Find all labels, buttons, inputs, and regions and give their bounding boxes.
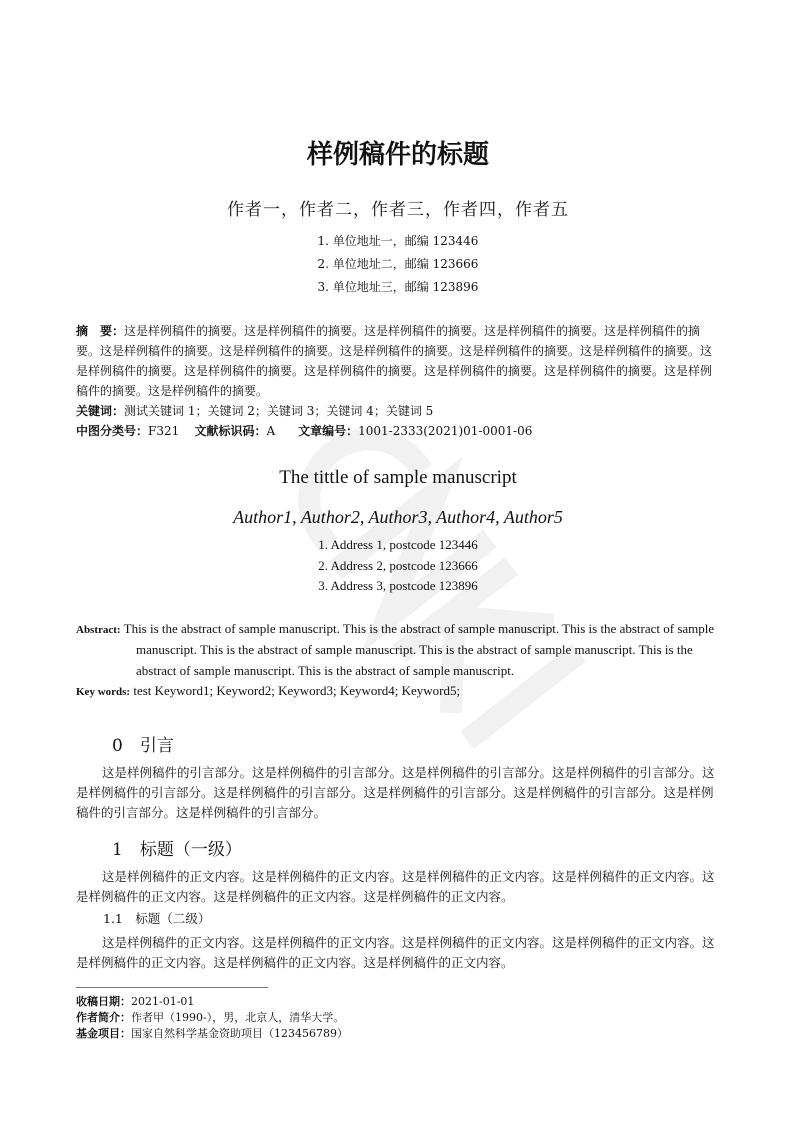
footnote-funding <box>76 1026 720 1042</box>
footnote-rule <box>76 987 268 988</box>
classification-line <box>76 421 720 441</box>
section-paragraph: 这是样例稿件的正文内容。这是样例稿件的正文内容。这是样例稿件的正文内容。这是样例稿件的正文内容。这是样例稿件的正文内容。这是样例稿件的正文内容。这是样例稿件的正文内容。 <box>76 934 715 970</box>
keywords-en-text: test Keyword1; Keyword2; Keyword3; Keyword4; Keyword5; <box>133 683 461 698</box>
abstract-label: 摘 要： <box>76 324 125 338</box>
english-address: 2. Address 2, postcode 123666 <box>318 557 478 573</box>
footnote-text: 国家自然科学基金资助项目（123456789） <box>131 1026 348 1040</box>
footnotes <box>76 994 720 1042</box>
affiliation: 3. 单位地址三，邮编 123896 <box>317 280 479 294</box>
doc-code-value: A <box>266 424 276 438</box>
footnote-label: 收稿日期： <box>76 994 131 1008</box>
keywords-text: 测试关键词 1；关键词 2；关键词 3；关键词 4；关键词 5 <box>124 404 434 418</box>
article-number-label: 文章编号： <box>298 424 359 438</box>
section-heading: 1 标题（一级） <box>112 839 242 860</box>
keywords-en-label: Key words: <box>76 686 131 698</box>
abstract-en-text: This is the abstract of sample manuscript. This is the abstract of sample manuscript. This is the abstract of sample manuscript. This is the abstract of sample manuscript. This is the abstract of sample manuscript. This is the abstract of sample manuscript. This is the abstract of sample manuscript. <box>123 620 715 678</box>
english-authors: Author1, Author2, Author3, Author4, Author5 <box>233 507 563 527</box>
keywords-label: 关键词： <box>76 404 125 418</box>
section-heading: 0 引言 <box>112 735 174 756</box>
footnote-label: 作者简介： <box>76 1010 131 1024</box>
footnote-label: 基金项目： <box>76 1026 131 1040</box>
paper-title: 样例稿件的标题 <box>306 140 489 170</box>
article-number-value: 1001-2333(2021)01-0001-06 <box>358 424 533 438</box>
footnote-author-bio <box>76 1010 720 1026</box>
section-paragraph: 这是样例稿件的正文内容。这是样例稿件的正文内容。这是样例稿件的正文内容。这是样例稿件的正文内容。这是样例稿件的正文内容。这是样例稿件的正文内容。这是样例稿件的正文内容。 <box>76 868 715 904</box>
affiliation: 1. 单位地址一，邮编 123446 <box>317 234 479 248</box>
english-address: 1. Address 1, postcode 123446 <box>318 537 478 552</box>
section-paragraph: 这是样例稿件的引言部分。这是样例稿件的引言部分。这是样例稿件的引言部分。这是样例稿件的引言部分。这是样例稿件的引言部分。这是样例稿件的引言部分。这是样例稿件的引言部分。这是样例稿件的引言部分。这是样例稿件的引言部分。这是样例稿件的引言部分。 <box>76 764 715 820</box>
keywords-en <box>76 681 720 703</box>
abstract-en-label: Abstract: <box>76 623 121 636</box>
subsection-heading: 1.1 标题（二级） <box>103 910 211 926</box>
footnote-text: 作者甲（1990-），男，北京人，清华大学。 <box>131 1010 345 1024</box>
abstract-zh <box>76 321 720 401</box>
keywords-zh <box>76 401 720 421</box>
doc-code-label: 文献标识码： <box>194 424 267 438</box>
footnote-received <box>76 994 720 1010</box>
paper-content <box>76 138 720 1042</box>
affiliation: 2. 单位地址二，邮编 123666 <box>317 257 479 271</box>
abstract-en <box>76 619 720 682</box>
abstract-text: 这是样例稿件的摘要。这是样例稿件的摘要。这是样例稿件的摘要。这是样例稿件的摘要。这是样例稿件的摘要。这是样例稿件的摘要。这是样例稿件的摘要。这是样例稿件的摘要。这是样例稿件的摘要。这是样例稿件的摘要。这是样例稿件的摘要。这是样例稿件的摘要。这是样例稿件的摘要。这是样例稿件的摘要。这是样例稿件的摘要。这是样例稿件的摘要。这是样例稿件的摘要。 <box>76 324 713 398</box>
footnote-text: 2021-01-01 <box>131 994 195 1008</box>
clc-value: F321 <box>148 424 180 438</box>
english-address: 3. Address 3, postcode 123896 <box>318 578 478 593</box>
english-title: The tittle of sample manuscript <box>279 467 517 488</box>
clc-label: 中图分类号： <box>76 424 149 438</box>
english-addresses <box>76 535 720 597</box>
affiliations <box>76 230 720 299</box>
author-list: 作者一，作者二，作者三，作者四，作者五 <box>227 200 569 220</box>
